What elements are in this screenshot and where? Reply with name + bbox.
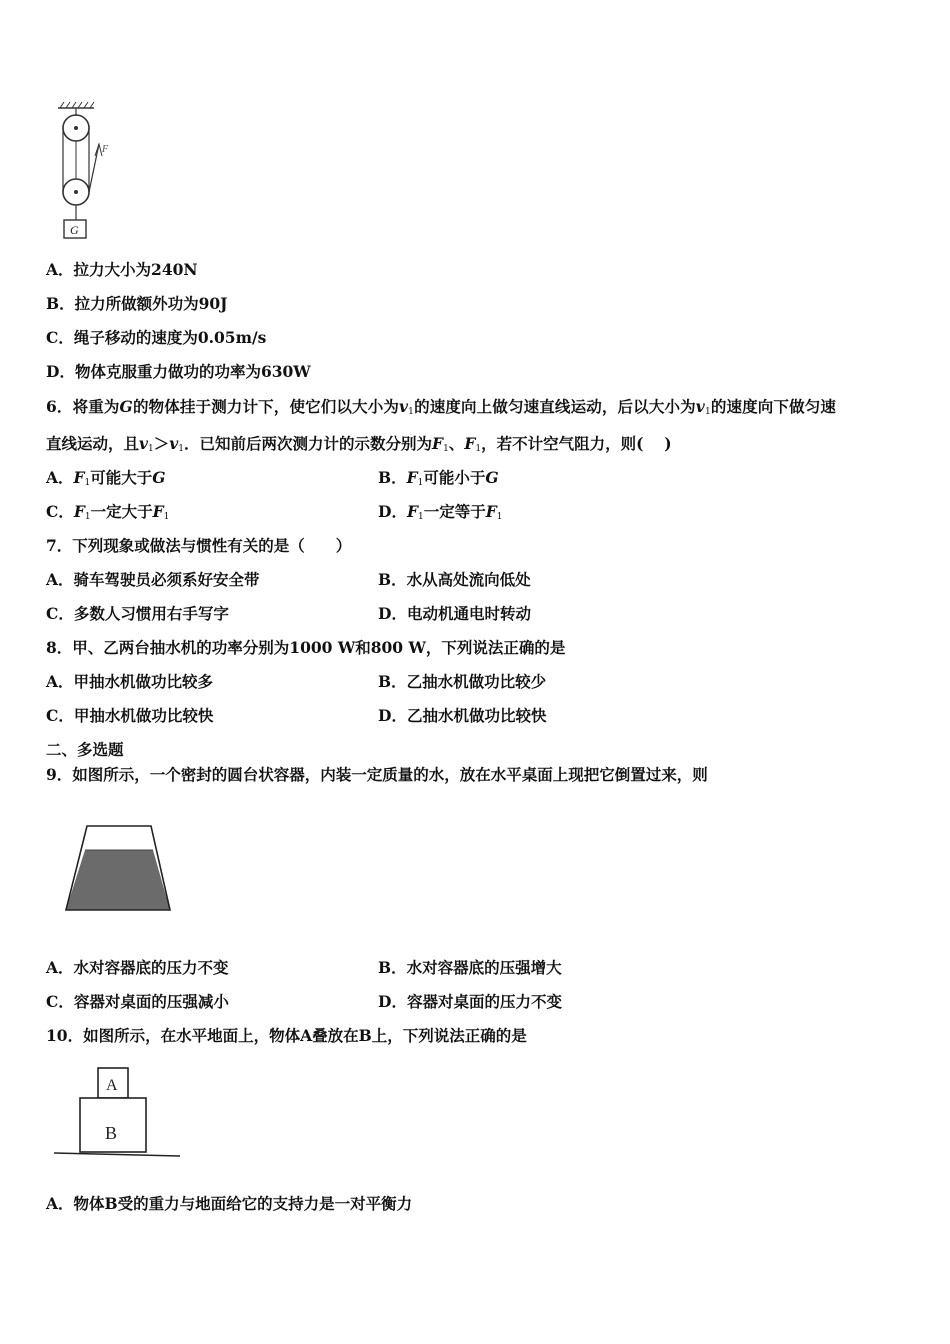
q7-option-c: C．多数人习惯用右手写字 — [46, 604, 229, 623]
pulley-figure — [52, 96, 132, 246]
weight-label: G — [70, 223, 79, 237]
frustum-container-figure — [60, 822, 180, 916]
stacked-blocks-figure — [50, 1064, 190, 1164]
force-label: F — [102, 144, 109, 155]
q6-option-c: C．$F_1$一定大于$F_1$ — [46, 502, 170, 522]
q5-option-b: B．拉力所做额外功为90J — [46, 294, 228, 313]
ceiling-hatch — [58, 102, 94, 108]
q6-option-b: B．$F_1$可能小于G — [378, 468, 499, 488]
section-title: 二、多选题 — [46, 740, 124, 759]
q9-option-d: D．容器对桌面的压力不变 — [378, 992, 562, 1011]
q6-stem-line1: 6．将重为G的物体挂于测力计下，使它们以大小为$v_1$的速度向上做匀速直线运动，后以大小为$v_1$的速度向下做匀速 — [46, 397, 837, 417]
q7-option-b: B．水从高处流向低处 — [378, 570, 531, 589]
q8-stem: 8．甲、乙两台抽水机的功率分别为1000 W和800 W，下列说法正确的是 — [46, 638, 566, 657]
q8-option-d: D．乙抽水机做功比较快 — [378, 706, 547, 725]
q10-option-a: A．物体B受的重力与地面给它的支持力是一对平衡力 — [46, 1194, 413, 1213]
q8-option-a: A．甲抽水机做功比较多 — [46, 672, 214, 691]
q5-option-d: D．物体克服重力做功的功率为630W — [46, 362, 311, 381]
block-a-label: A — [106, 1077, 118, 1094]
water-fill — [66, 850, 170, 910]
q5-option-a: A．拉力大小为240N — [46, 260, 198, 279]
q8-option-b: B．乙抽水机做功比较少 — [378, 672, 547, 691]
q7-stem: 7．下列现象或做法与惯性有关的是（ ） — [46, 536, 352, 555]
q10-stem: 10．如图所示，在水平地面上，物体A叠放在B上，下列说法正确的是 — [46, 1026, 527, 1045]
ground-line — [54, 1153, 180, 1156]
q8-option-c: C．甲抽水机做功比较快 — [46, 706, 214, 725]
q7-option-a: A．骑车驾驶员必须系好安全带 — [46, 570, 260, 589]
q6-option-d: D．$F_1$一定等于$F_1$ — [378, 502, 503, 522]
q9-option-c: C．容器对桌面的压强减小 — [46, 992, 229, 1011]
q9-option-b: B．水对容器底的压强增大 — [378, 958, 562, 977]
q9-option-a: A．水对容器底的压力不变 — [46, 958, 229, 977]
q6-option-a: A．$F_1$可能大于G — [46, 468, 166, 488]
q9-stem: 9．如图所示，一个密封的圆台状容器，内装一定质量的水，放在水平桌面上现把它倒置过来，则 — [46, 765, 708, 784]
q5-option-c: C．绳子移动的速度为0.05m/s — [46, 328, 267, 347]
q7-option-d: D．电动机通电时转动 — [378, 604, 531, 623]
block-b-label: B — [105, 1123, 118, 1143]
q6-stem-line2: 直线运动，且$v_1>v_1$．已知前后两次测力计的示数分别为$F_1$、$F_1$，若不计空气阻力，则( ) — [46, 434, 672, 454]
